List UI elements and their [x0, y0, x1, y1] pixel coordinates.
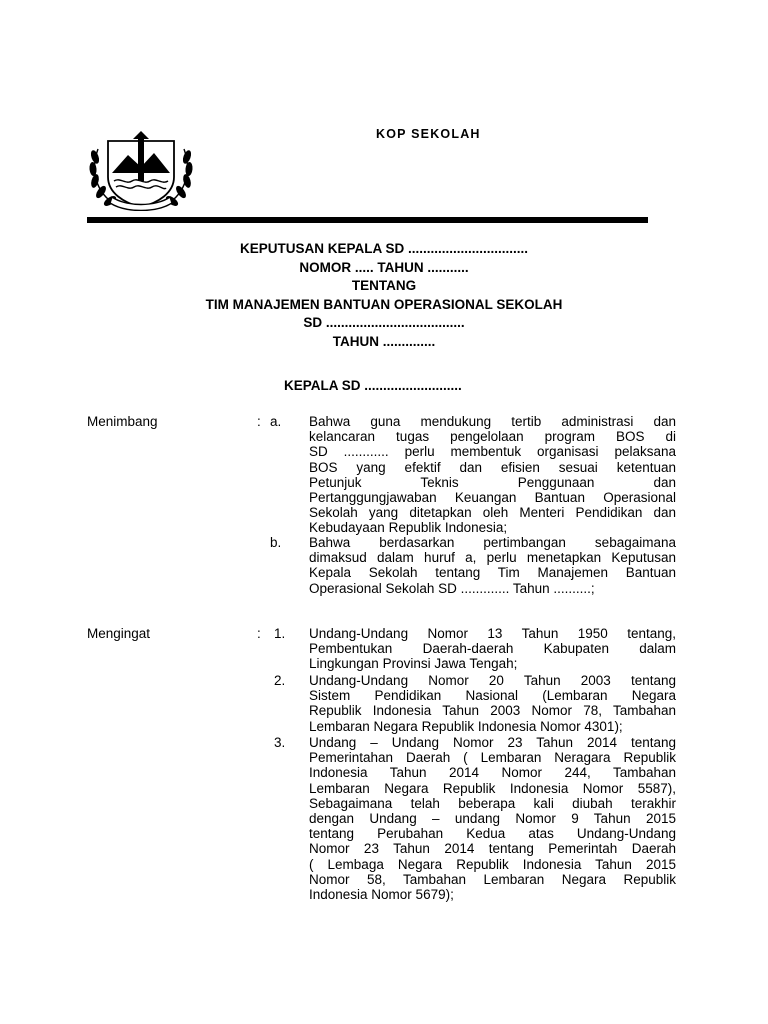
text-line: Undang-Undang Nomor 13 Tahun 1950 tentang, — [309, 626, 676, 641]
menimbang-item-a — [270, 414, 676, 536]
mengingat-item-3 — [270, 735, 676, 902]
item-marker: a. — [270, 414, 282, 429]
item-body — [309, 414, 676, 536]
item-body — [309, 535, 676, 596]
text-line: Indonesia Nomor 5679); — [309, 887, 454, 903]
heading-line-school: SD ..................................... — [303, 315, 465, 330]
menimbang-label: Menimbang — [87, 414, 158, 429]
item-marker: 3. — [274, 735, 286, 750]
text-line: Kebudayaan Republik Indonesia; — [309, 520, 508, 536]
item-marker: b. — [270, 535, 282, 550]
text-line: tentang Perubahan Kedua atas Undang-Undang — [309, 826, 676, 842]
text-line: Lembaran Negara Republik Indonesia Nomor 5587), — [309, 780, 676, 796]
text-line: Undang-Undang Nomor 20 Tahun 2003 tentang — [309, 673, 676, 688]
text-line: Indonesia Tahun 2014 Nomor 244, Tambahan — [309, 765, 676, 781]
text-line: Kepala Sekolah tentang Tim Manajemen Bantuan — [309, 565, 676, 581]
menimbang-colon: : — [257, 414, 261, 429]
heading-line-decree: KEPUTUSAN KEPALA SD ................................ — [239, 241, 529, 256]
text-line: Undang – Undang Nomor 23 Tahun 2014 tentang — [309, 735, 676, 750]
text-line: Bahwa guna mendukung tertib administrasi dan — [309, 414, 676, 429]
decree-heading — [0, 240, 768, 351]
text-line: Petunjuk Teknis Penggunaan dan — [309, 474, 676, 490]
text-line: Republik Indonesia Tahun 2003 Nomor 78, Tambahan — [309, 703, 676, 719]
text-line: Lingkungan Provinsi Jawa Tengah; — [309, 656, 518, 672]
heading-line-number: NOMOR ..... TAHUN ........... — [299, 259, 469, 275]
item-body — [309, 673, 676, 734]
regional-emblem-logo — [86, 127, 196, 211]
text-line: Pertanggungjawaban Keuangan Bantuan Operasional — [309, 490, 676, 506]
text-line: ( Lembaga Negara Republik Indonesia Tahun 2015 — [309, 856, 676, 872]
menimbang-item-b — [270, 535, 676, 596]
item-body — [309, 626, 676, 672]
mengingat-item-2 — [270, 673, 676, 734]
text-line: SD ............ perlu membentuk organisasi pelaksana — [309, 444, 676, 460]
mengingat-item-1 — [270, 626, 676, 672]
mengingat-colon: : — [257, 626, 261, 641]
item-marker: 1. — [274, 626, 286, 641]
heading-line-year: TAHUN .............. — [332, 333, 436, 349]
heading-line-subject: TIM MANAJEMEN BANTUAN OPERASIONAL SEKOLAH — [205, 296, 563, 312]
text-line: Pemerintahan Daerah ( Lembaran Neragara Republik — [309, 750, 676, 766]
text-line: Nomor 23 Tahun 2014 tentang Pemerintah Daerah — [309, 841, 676, 857]
text-line: Sebagaimana telah beberapa kali diubah terakhir — [309, 795, 676, 811]
text-line: dengan Undang – undang Nomor 9 Tahun 2015 — [309, 811, 676, 827]
text-line: Lembaran Negara Republik Indonesia Nomor 4301); — [309, 718, 623, 734]
text-line: Nomor 58, Tambahan Lembaran Negara Republik — [309, 871, 676, 887]
letterhead-title: KOP SEKOLAH — [376, 127, 481, 141]
issuer-title: KEPALA SD .......................... — [284, 378, 462, 393]
text-line: dimaksud dalam huruf a, perlu menetapkan Keputusan — [309, 550, 676, 566]
heading-line-about: TENTANG — [351, 278, 417, 293]
letterhead-divider — [87, 217, 648, 223]
item-body — [309, 735, 676, 902]
text-line: BOS yang efektif dan efisien sesuai ketentuan — [309, 459, 676, 475]
text-line: Sekolah yang ditetapkan oleh Menteri Pendidikan dan — [309, 505, 676, 521]
mengingat-label: Mengingat — [87, 626, 151, 641]
item-marker: 2. — [274, 673, 286, 688]
text-line: Bahwa berdasarkan pertimbangan sebagaimana — [309, 535, 676, 550]
text-line: kelancaran tugas pengelolaan program BOS di — [309, 429, 676, 445]
text-line: Pembentukan Daerah-daerah Kabupaten dalam — [309, 641, 676, 657]
text-line: Sistem Pendidikan Nasional (Lembaran Negara — [309, 688, 676, 704]
text-line: Operasional Sekolah SD ............. Tahun ..........; — [309, 580, 595, 596]
